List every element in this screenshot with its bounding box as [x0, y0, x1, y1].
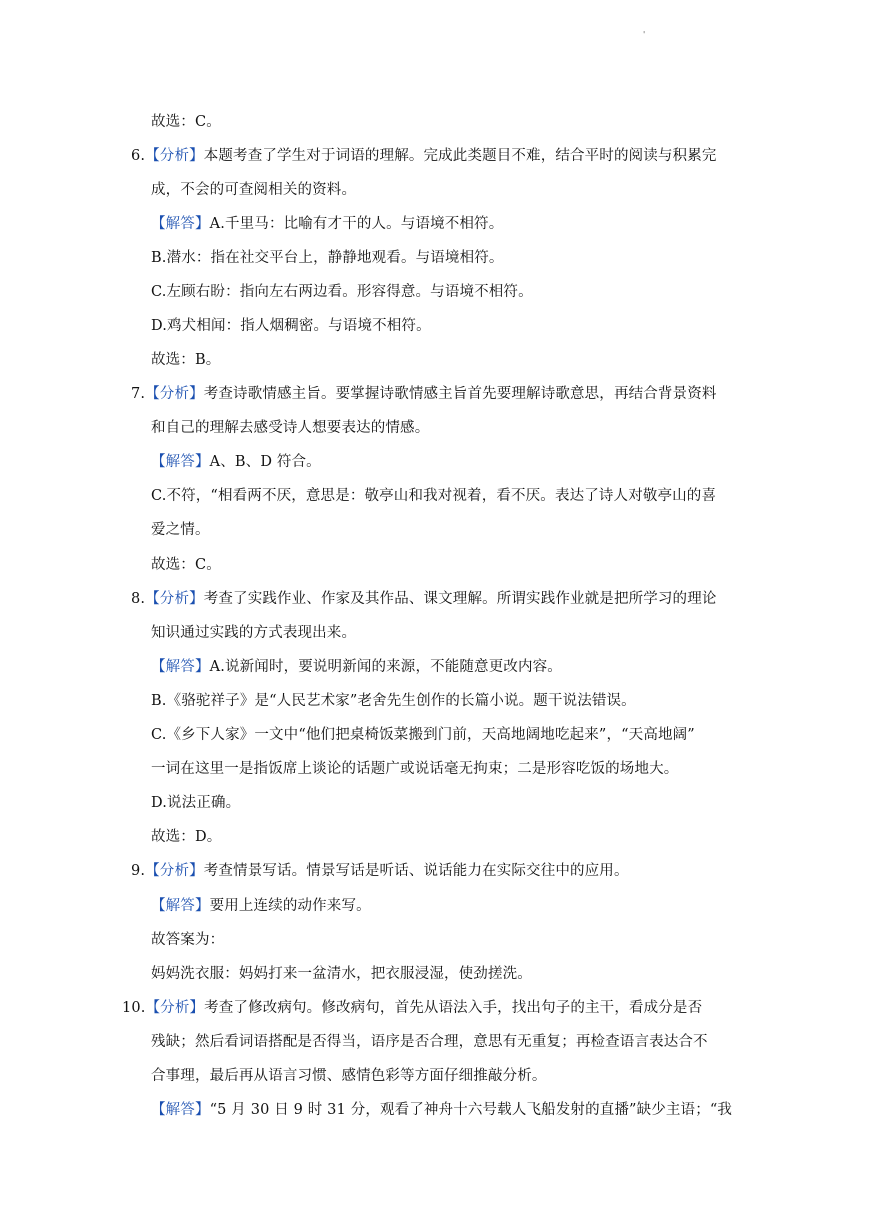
header-mark: ' — [643, 30, 646, 39]
question-number: 7. — [131, 386, 146, 402]
text-line — [151, 793, 240, 813]
text-line — [122, 998, 702, 1018]
text-line — [151, 520, 210, 540]
text-line — [151, 486, 716, 506]
line-text: 要用上连续的动作来写。 — [209, 898, 371, 914]
line-text: 和自己的理解去感受诗人想要表达的情感。 — [151, 420, 430, 436]
line-text: 考查诗歌情感主旨。要掌握诗歌情感主旨首先要理解诗歌意思，再结合背景资料 — [203, 386, 717, 402]
text-line — [151, 180, 356, 200]
text-line — [151, 112, 221, 132]
text-line — [151, 350, 220, 370]
line-text: 成，不会的可查阅相关的资料。 — [151, 182, 357, 198]
line-text: 知识通过实践的方式表现出来。 — [151, 625, 357, 641]
line-text: A.说新闻时，要说明新闻的来源，不能随意更改内容。 — [209, 659, 562, 675]
text-line — [131, 384, 717, 404]
text-line — [151, 248, 504, 268]
line-text: 故选：B。 — [151, 352, 221, 368]
answer-tag: 【解答】 — [151, 898, 210, 914]
line-text: 故选：C。 — [151, 557, 221, 573]
text-line — [151, 214, 503, 234]
line-text: D.说法正确。 — [151, 795, 241, 811]
text-line — [151, 896, 371, 916]
line-text: 故选：D。 — [151, 829, 222, 845]
text-line — [151, 725, 695, 745]
analysis-tag: 【分析】 — [145, 148, 204, 164]
text-line — [151, 964, 532, 984]
line-text: C.不符，“相看两不厌，意思是：敬亭山和我对视着，看不厌。表达了诗人对敬亭山的喜 — [151, 488, 717, 504]
line-text: 合事理，最后再从语言习惯、感情色彩等方面仔细推敲分析。 — [151, 1068, 547, 1084]
text-line — [151, 452, 321, 472]
line-text: 考查了修改病句。修改病句，首先从语法入手，找出句子的主干，看成分是否 — [204, 1000, 703, 1016]
line-text: B.《骆驼祥子》是“人民艺术家”老舍先生创作的长篇小说。题干说法错误。 — [151, 693, 636, 709]
line-text: A.千里马：比喻有才干的人。与语境不相符。 — [209, 216, 504, 232]
line-text: 故答案为： — [151, 932, 225, 948]
text-line — [151, 1032, 708, 1052]
line-text: 一词在这里一是指饭席上谈论的话题广或说话毫无拘束；二是形容吃饭的场地大。 — [151, 761, 679, 777]
question-number: 6. — [131, 148, 146, 164]
text-line — [151, 418, 429, 438]
text-line — [151, 623, 356, 643]
line-text: “5 月 30 日 9 时 31 分，观看了神舟十六号载人飞船发射的直播”缺少主语；“我 — [209, 1102, 733, 1118]
question-number: 8. — [131, 591, 146, 607]
line-text: A、B、D 符合。 — [209, 454, 321, 470]
question-number: 10. — [122, 1000, 146, 1016]
line-text: D.鸡犬相闻：指人烟稠密。与语境不相符。 — [151, 318, 431, 334]
line-text: C.《乡下人家》一文中“他们把桌椅饭菜搬到门前，天高地阔地吃起来”，“天高地阔” — [151, 727, 695, 743]
text-line — [151, 759, 678, 779]
line-text: B.潜水：指在社交平台上，静静地观看。与语境相符。 — [151, 250, 504, 266]
line-text: C.左顾右盼：指向左右两边看。形容得意。与语境不相符。 — [151, 284, 533, 300]
answer-tag: 【解答】 — [151, 454, 210, 470]
analysis-tag: 【分析】 — [145, 591, 204, 607]
text-line — [151, 282, 533, 302]
text-line — [151, 316, 431, 336]
analysis-tag: 【分析】 — [145, 1000, 205, 1016]
text-line — [151, 1100, 732, 1120]
analysis-tag: 【分析】 — [145, 863, 204, 879]
text-line — [151, 827, 221, 847]
line-text: 考查了实践作业、作家及其作品、课文理解。所谓实践作业就是把所学习的理论 — [203, 591, 717, 607]
line-text: 妈妈洗衣服：妈妈打来一盆清水，把衣服浸湿，使劲搓洗。 — [151, 966, 532, 982]
line-text: 故选：C。 — [151, 114, 221, 130]
line-text: 残缺；然后看词语搭配是否得当，语序是否合理，意思有无重复；再检查语言表达合不 — [151, 1034, 708, 1050]
text-line — [151, 691, 636, 711]
text-line — [131, 589, 717, 609]
line-text: 考查情景写话。情景写话是听话、说话能力在实际交往中的应用。 — [203, 863, 629, 879]
text-line — [151, 1066, 547, 1086]
line-text: 本题考查了学生对于词语的理解。完成此类题目不难，结合平时的阅读与积累完 — [203, 148, 717, 164]
text-line — [131, 861, 629, 881]
answer-tag: 【解答】 — [151, 1102, 210, 1118]
line-text: 爱之情。 — [151, 522, 210, 538]
text-line — [151, 930, 224, 950]
analysis-tag: 【分析】 — [145, 386, 204, 402]
answer-tag: 【解答】 — [151, 659, 210, 675]
text-line — [151, 657, 562, 677]
text-line — [151, 555, 221, 575]
question-number: 9. — [131, 863, 146, 879]
text-line — [131, 146, 717, 166]
answer-tag: 【解答】 — [151, 216, 210, 232]
